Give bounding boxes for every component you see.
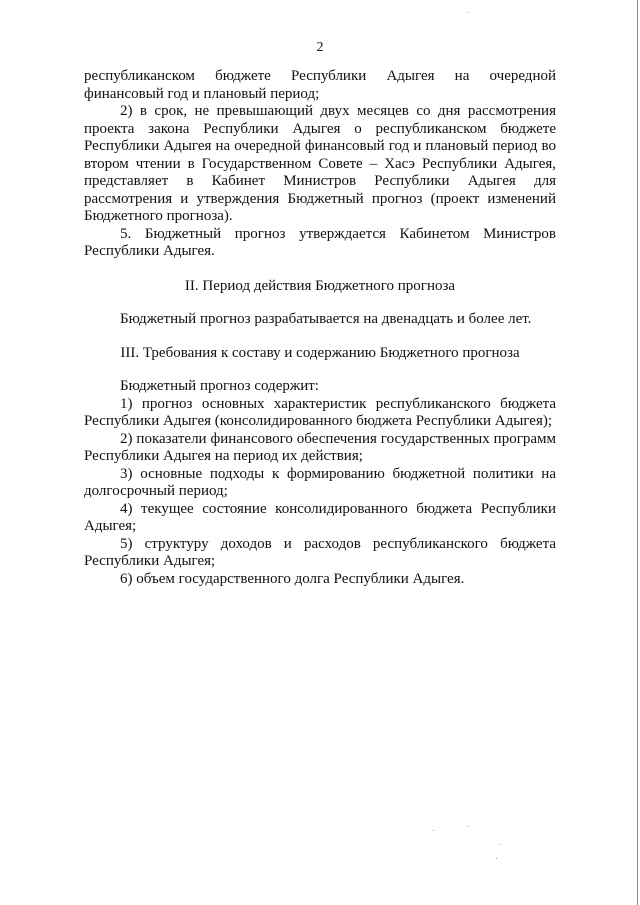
spacer [84,261,556,278]
spacer [84,295,556,311]
section-heading-period: II. Период действия Бюджетного прогноза [184,277,456,294]
requirements-item-5: 5) структуру доходов и расходов республиканского бюджета Республики Адыгея; [84,535,556,569]
scan-speck [468,12,469,13]
spacer [84,329,556,345]
paragraph-item-2: 2) в срок, не превышающий двух месяцев со дня рассмотрения проекта закона Республики Адыгея о республиканском бюджете Республики Адыгея на очередной финансовый год и плановый период во втором чтении в Государственном Совете – Хасэ Республики Адыгея, представляет в Кабинет Министров Республики Адыгея для рассмотрения и утверждения Бюджетный прогноз (проект изменений Бюджетного прогноза). [84,103,556,224]
requirements-item-3: 3) основные подходы к формированию бюджетной политики на долгосрочный период; [84,465,556,499]
requirements-intro: Бюджетный прогноз содержит: [120,378,319,394]
requirements-item-2: 2) показатели финансового обеспечения государственных программ Республики Адыгея на период их действия; [84,430,556,464]
page-number: 2 [316,40,324,55]
scan-speck [496,858,497,859]
scan-speck [500,844,501,845]
page-edge-line [637,0,638,905]
paragraph-item-5: 5. Бюджетный прогноз утверждается Кабинетом Министров Республики Адыгея. [84,225,556,259]
scan-speck [468,826,469,827]
requirements-item-1: 1) прогноз основных характеристик республиканского бюджета Республики Адыгея (консолидированного бюджета Республики Адыгея); [84,395,556,429]
requirements-item-4: 4) текущее состояние консолидированного бюджета Республики Адыгея; [84,500,556,534]
document-body [84,68,556,588]
section-period-text: Бюджетный прогноз разрабатывается на двенадцать и более лет. [120,311,532,327]
spacer [84,362,556,378]
scan-speck [433,830,434,831]
paragraph-continuation: республиканском бюджете Республики Адыгея на очередной финансовый год и плановый период; [84,68,556,102]
requirements-item-6: 6) объем государственного долга Республики Адыгея. [120,570,465,587]
section-heading-requirements: III. Требования к составу и содержанию Бюджетного прогноза [120,344,520,361]
